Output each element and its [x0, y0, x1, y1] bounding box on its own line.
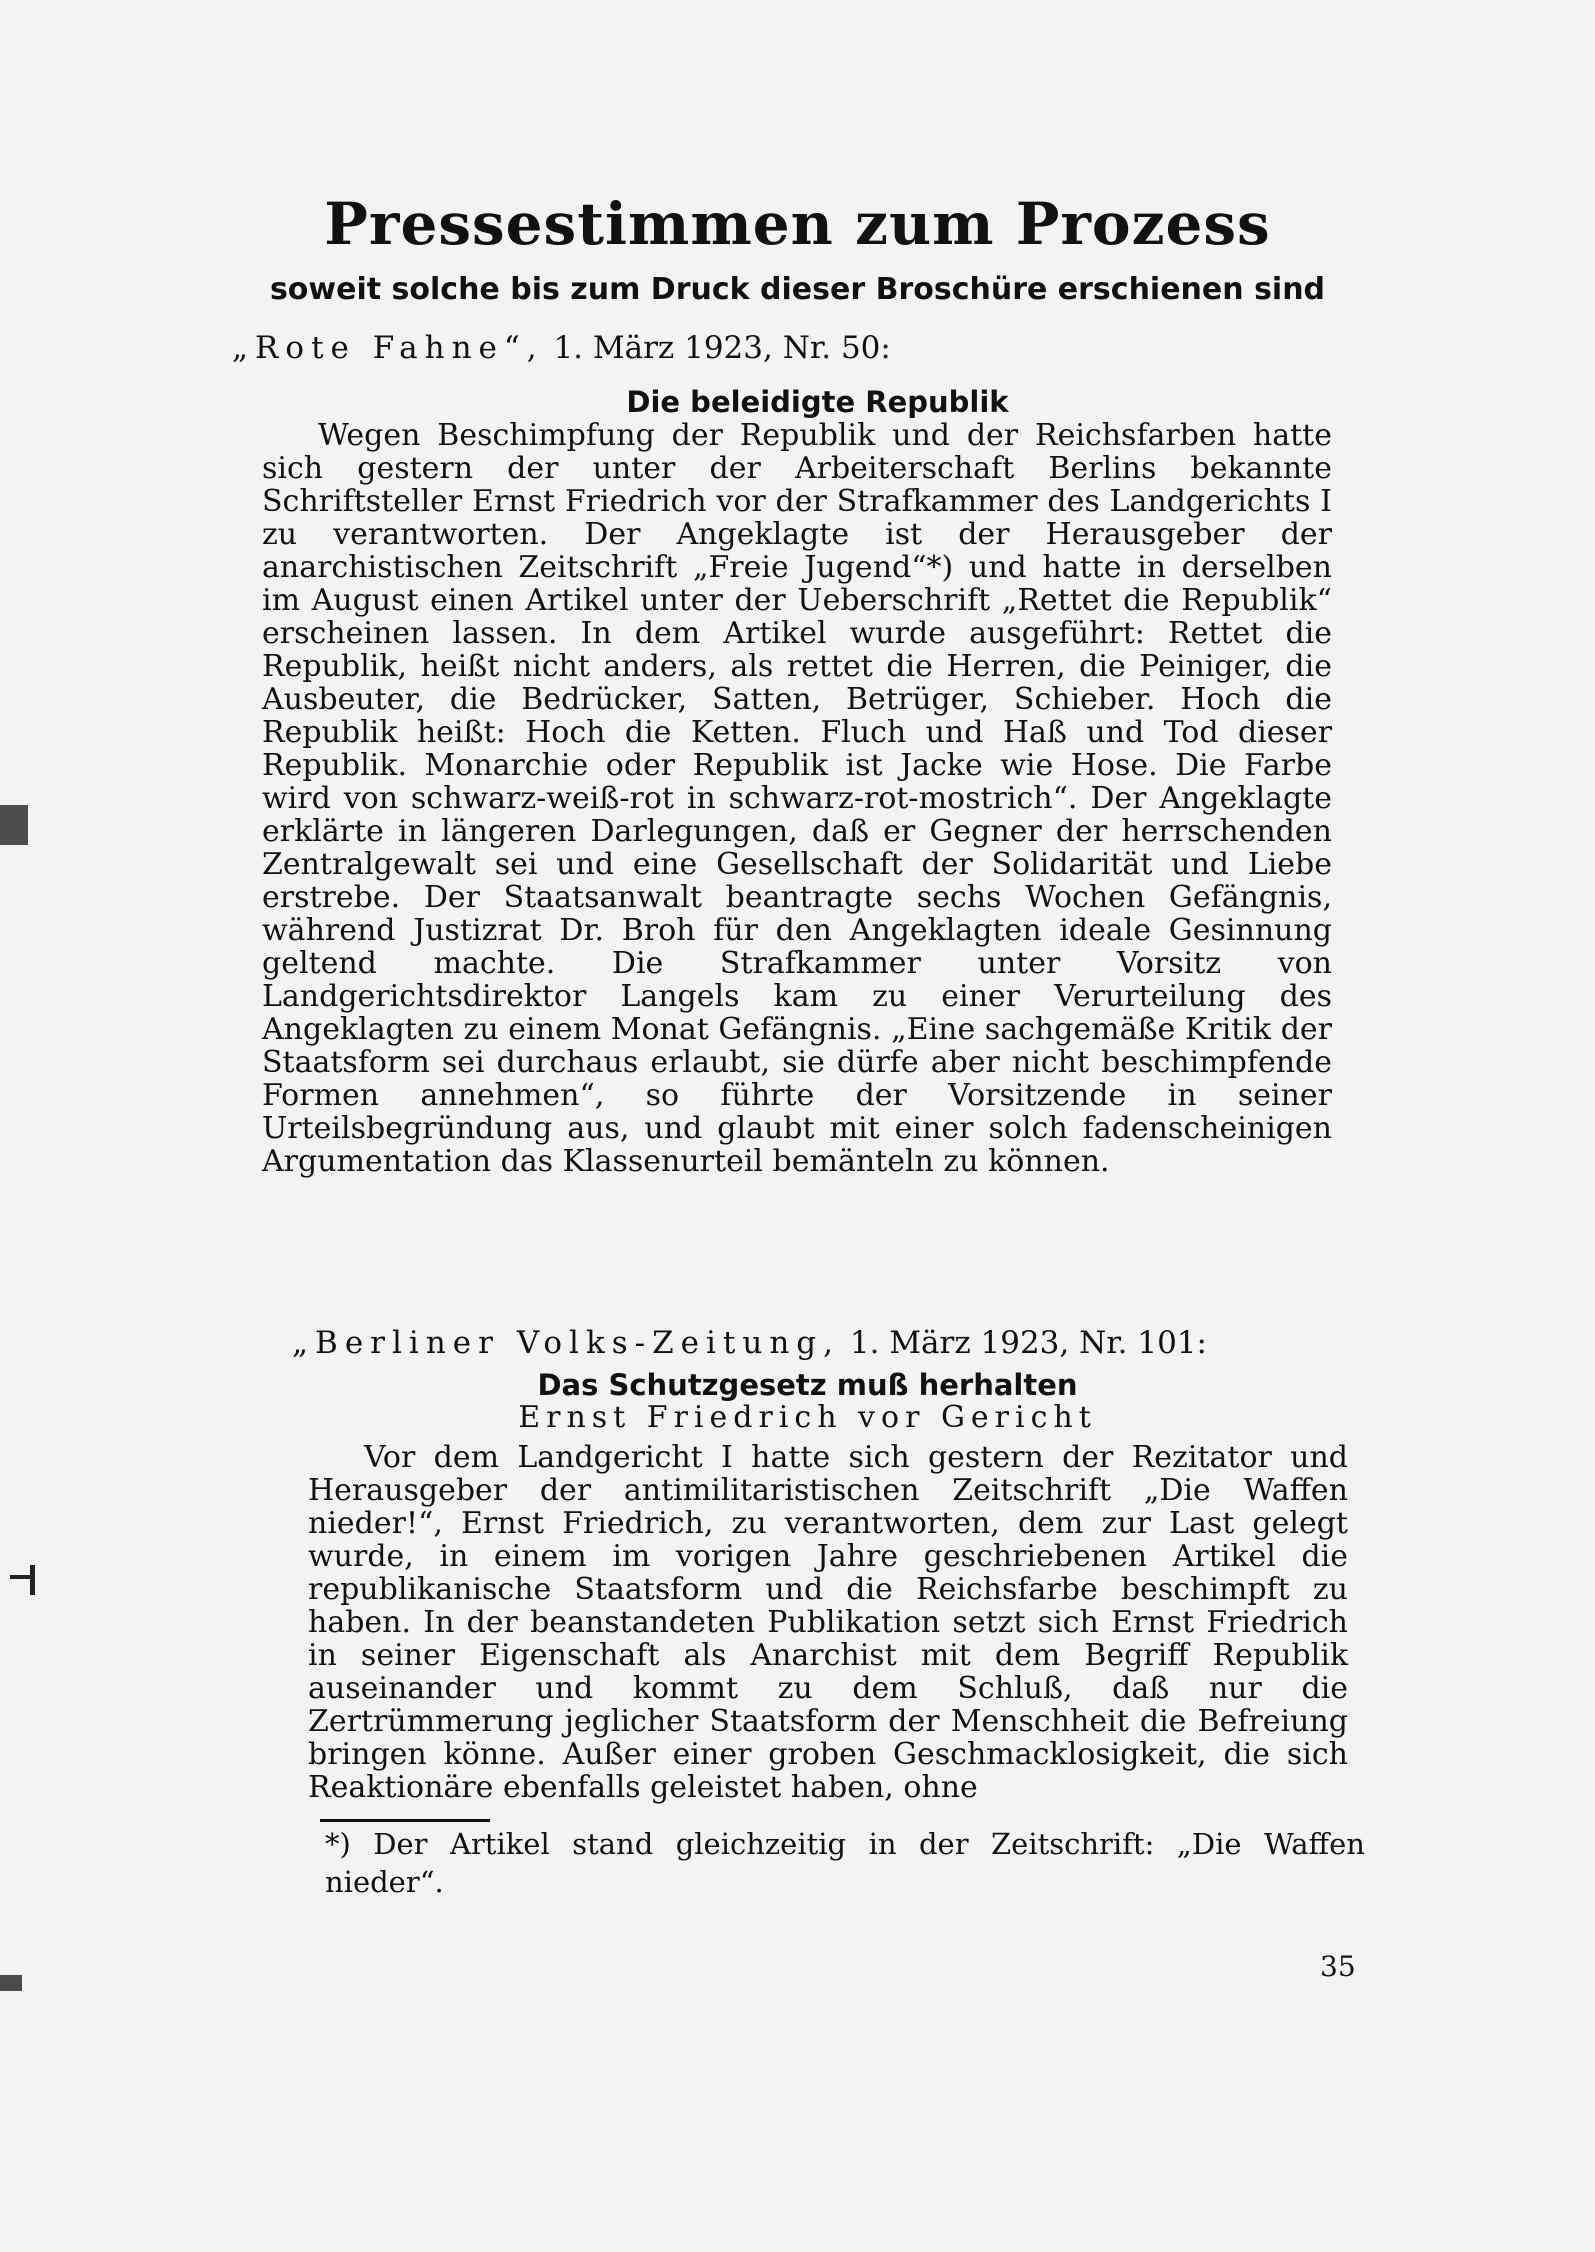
footnote: *) Der Artikel stand gleichzeitig in der Zeitschrift: „Die Waffen nieder“.: [325, 1827, 1365, 1899]
article1-headline: Die beleidigte Republik: [626, 385, 1009, 419]
scan-edge-mark: [0, 1975, 22, 1991]
article1-source-name: „Rote Fahne“,: [232, 330, 544, 366]
article2-subhead: Ernst Friedrich vor Gericht: [518, 1400, 1097, 1435]
page-number: 35: [1320, 1950, 1356, 1983]
page-subtitle: soweit solche bis zum Druck dieser Broschüre erschienen sind: [269, 272, 1326, 307]
article2-body: [308, 1441, 1348, 1804]
article2-headline: Das Schutzgesetz muß herhalten: [537, 1368, 1078, 1402]
article2-source-date: 1. März 1923, Nr. 101:: [840, 1325, 1207, 1361]
page-title: Pressestimmen zum Prozess: [324, 190, 1271, 258]
article1-paragraph: Wegen Beschimpfung der Republik und der Reichsfarben hatte sich gestern der unter der Arbeiterschaft Berlins bekannte Schriftsteller Ernst Friedrich vor der Strafkammer des Landgerichts I zu verantworten. Der Angeklagte ist der Herausgeber der anarchistischen Zeitschrift „Freie Jugend“*) und hatte in derselben im August einen Artikel unter der Ueberschrift „Rettet die Republik“ erscheinen lassen. In dem Artikel wurde ausgeführt: Rettet die Republik, heißt nicht anders, als rettet die Herren, die Peiniger, die Ausbeuter, die Bedrücker, Satten, Betrüger, Schieber. Hoch die Republik heißt: Hoch die Ketten. Fluch und Haß und Tod dieser Republik. Monarchie oder Republik ist Jacke wie Hose. Die Farbe wird von schwarz-weiß-rot in schwarz-rot-mostrich“. Der Angeklagte erklärte in längeren Darlegungen, daß er Gegner der herrschenden Zentralgewalt sei und eine Gesellschaft der Solidarität und Liebe erstrebe. Der Staatsanwalt beantragte sechs Wochen Gefängnis, während Justizrat Dr. Broh für den Angeklagten ideale Gesinnung geltend machte. Die Strafkammer unter Vorsitz von Landgerichtsdirektor Langels kam zu einer Verurteilung des Angeklagten zu einem Monat Gefängnis. „Eine sachgemäße Kritik der Staatsform sei durchaus erlaubt, sie dürfe aber nicht beschimpfende Formen annehmen“, so führte der Vorsitzende in seiner Urteilsbegründung aus, und glaubt mit einer solch fadenscheinigen Argumentation das Klassenurteil bemänteln zu können.: [262, 418, 1332, 1179]
article1-source-date: 1. März 1923, Nr. 50:: [543, 330, 891, 366]
article2-source-name: „Berliner Volks-Zeitung,: [292, 1325, 840, 1361]
article1-body: [262, 419, 1332, 1178]
scan-edge-mark: [30, 1565, 35, 1595]
article2-source: [292, 1325, 1207, 1361]
article1-source: [232, 330, 891, 366]
footnote-divider: [320, 1819, 490, 1822]
article2-paragraph: Vor dem Landgericht I hatte sich gestern der Rezitator und Herausgeber der antimilitaristischen Zeitschrift „Die Waffen nieder!“, Ernst Friedrich, zu verantworten, dem zur Last gelegt wurde, in einem im vorigen Jahre geschriebenen Artikel die republikanische Staatsform und die Reichsfarbe beschimpft zu haben. In der beanstandeten Publikation setzt sich Ernst Friedrich in seiner Eigenschaft als Anarchist mit dem Begriff Republik auseinander und kommt zu dem Schluß, daß nur die Zertrümmerung jeglicher Staatsform der Menschheit die Befreiung bringen könne. Außer einer groben Geschmacklosigkeit, die sich Reaktionäre ebenfalls geleistet haben, ohne: [308, 1440, 1348, 1805]
scan-edge-mark: [0, 805, 28, 845]
